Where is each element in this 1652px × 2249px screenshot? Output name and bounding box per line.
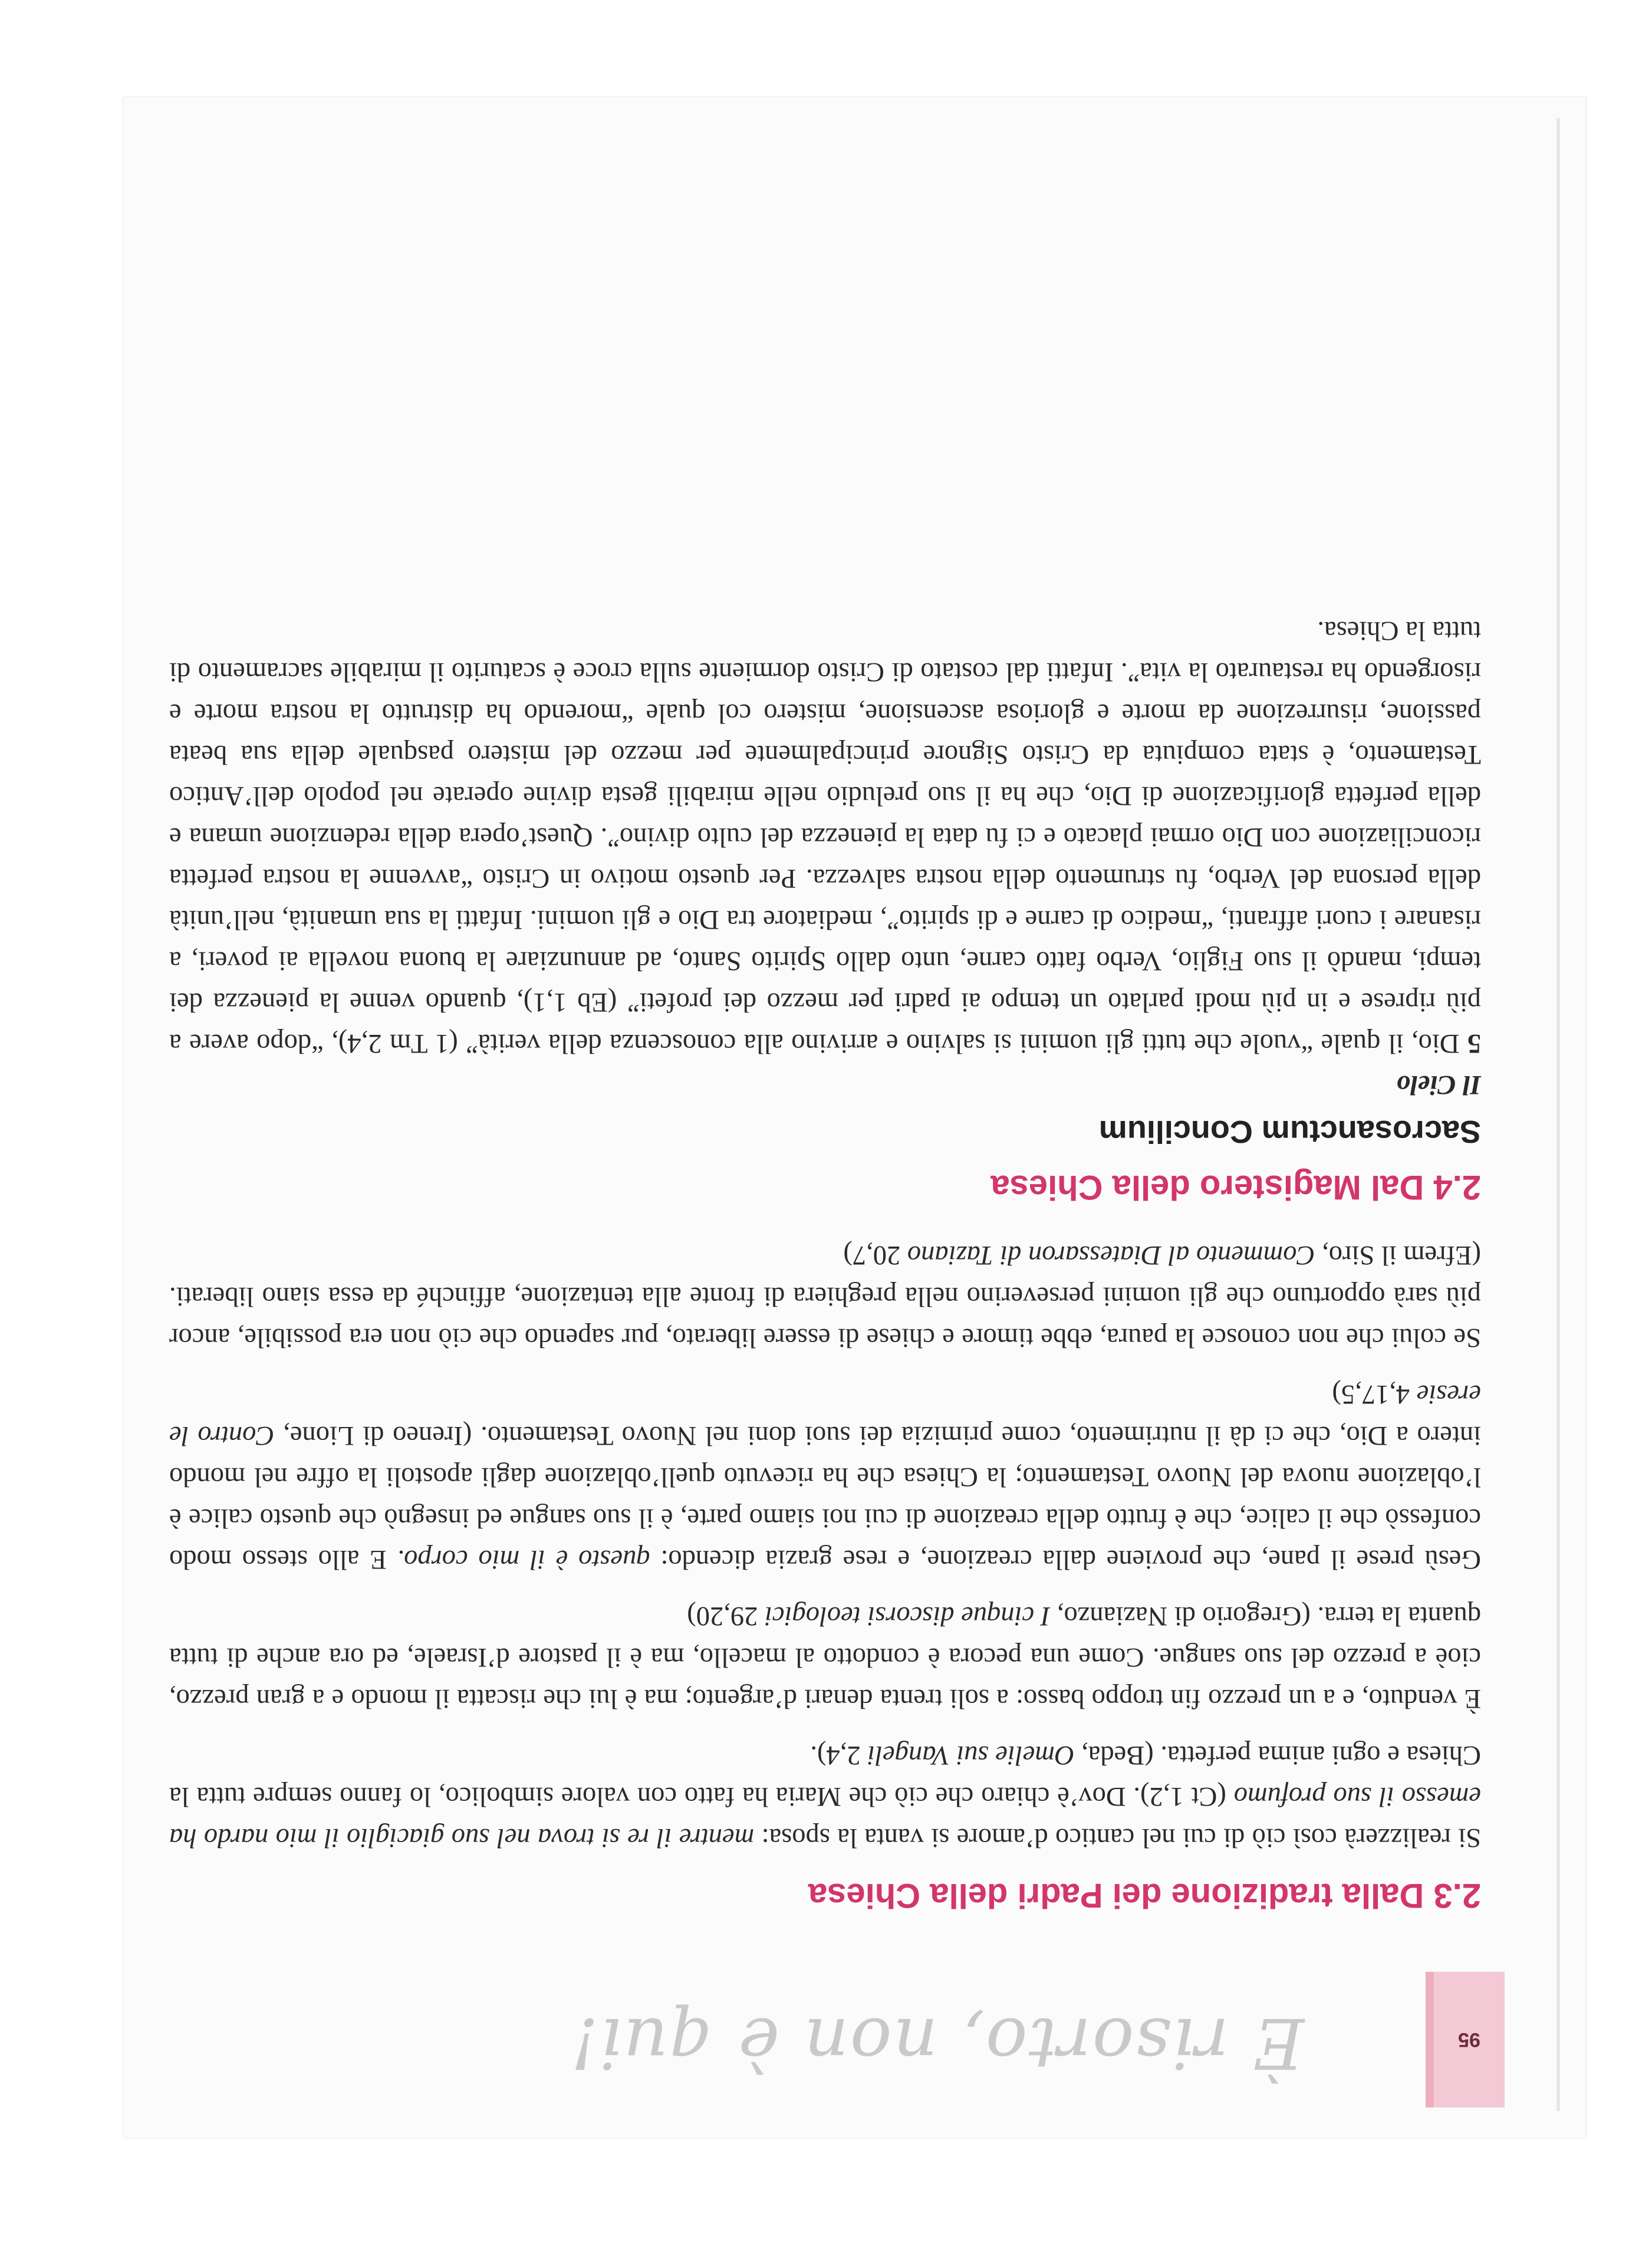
paragraph-number: 5 <box>1467 1028 1481 1058</box>
paragraph-lead: Il Cielo <box>1396 1070 1481 1100</box>
paragraph-gregorio <box>169 1595 1481 1719</box>
text: È venduto, e a un prezzo fin troppo basso: a soli trenta denari d’argento; ma è lui che riscatta il mondo e a gran prezzo, cioè a prezzo del suo sangue. Come una pecora è condotto al macello, ma è il pastore d’Israele, ed ora anche di tutta quanta la terra. (Gregorio di Nazianzo, <box>169 1601 1481 1714</box>
text: 4,17,5) <box>1332 1379 1417 1409</box>
header-title: È risorto, non è qui! <box>570 2003 1304 2084</box>
paragraph-beda <box>169 1734 1481 1858</box>
paragraph-ireneo <box>169 1373 1481 1580</box>
section-heading-2-4: 2.4 Dal Magistero della Chiesa <box>990 1168 1481 1206</box>
document-title: Sacrosanctum Concilium <box>1098 1114 1481 1149</box>
page-content <box>169 594 1481 1942</box>
paragraph-efrem <box>169 1234 1481 1358</box>
text: 2,4). <box>810 1740 868 1770</box>
source-title: Contro le eresie <box>169 1379 1481 1451</box>
text: Se colui che non conosce la paura, ebbe timore e chiese di essere liberato, pur sapendo che ciò non era possibile, ancor più sarà opportuno che gli uomini perseverino nella preghiera di fronte alla tentazione, affinché da essa siano liberati. (Efrem il Siro, <box>169 1240 1481 1353</box>
text: Si realizzerà così ciò di cui nel cantico d’amore si vanta la sposa: <box>754 1823 1481 1853</box>
page-number: 95 <box>1458 2028 1480 2051</box>
page-number-tab <box>1426 1972 1505 2107</box>
quote-italic: questo è il mio corpo. <box>397 1544 650 1574</box>
quote-italic: mentre il re si trova nel suo giaciglio il mio nardo ha emesso il suo profumo <box>169 1781 1481 1853</box>
source-title: Commento al Diatessaron di Taziano <box>907 1240 1315 1270</box>
running-header <box>149 1972 1505 2107</box>
text: 20,7) <box>843 1240 907 1270</box>
section-heading-2-3: 2.3 Dalla tradizione dei Padri della Chiesa <box>808 1876 1481 1915</box>
text: (Ct 1,2). Dov’è chiaro che ciò che Maria ha fatto con valore simbolico, lo fanno sempre tutta la Chiesa e ogni anima perfetta. (Beda, <box>169 1740 1481 1811</box>
paragraph-sc-5 <box>169 610 1481 1105</box>
text: Gesù prese il pane, che proviene dalla creazione, e rese grazia dicendo: <box>650 1544 1481 1574</box>
source-title: Omelie sui Vangeli <box>867 1740 1075 1770</box>
text: E allo stesso modo confessò che il calice, che è frutto della creazione di cui noi siamo parte, è il suo sangue ed insegnò che questo calice è l’oblazione nuova del Nuovo Testamento; la Chiesa che ha ricevuto quell’oblazione dagli apostoli la offre nel mondo intero a Dio, che ci dà il nutrimento, come primizia dei suoi doni nel Nuovo Testamento. (Ireneo di Lione, <box>169 1421 1481 1574</box>
text: 29,20) <box>687 1601 765 1631</box>
source-title: I cinque discorsi teologici <box>764 1601 1051 1631</box>
text: Dio, il quale “vuole che tutti gli uomini si salvino e arrivino alla conoscenza della verità” (1 Tm 2,4), “dopo avere a più riprese e in più modi parlato un tempo ai padri per mezzo dei profeti” (Eb 1,1), quando venne la pienezza dei tempi, mandò il suo Figlio, Verbo fatto carne, unto dallo Spirito Santo, ad annunziare la buona novella ai poveri, a risanare i cuori affranti, “medico di carne e di spirito”, mediatore tra Dio e gli uomini. Infatti la sua umanità, nell’unità della persona del Verbo, fu strumento della nostra salvezza. Per questo motivo in Cristo “avvenne la nostra perfetta riconciliazione con Dio ormai placato e ci fu data la pienezza del culto divino”. Quest’opera della redenzione umana e della perfetta glorificazione di Dio, che ha il suo preludio nelle mirabili gesta divine operate nel popolo dell’Antico Testamento, è stata compiuta da Cristo Signore principalmente per mezzo del mistero pasquale della sua beata passione, risurrezione da morte e gloriosa ascensione, mistero col quale “morendo ha distrutto la nostra morte e risorgendo ha restaurato la vita”. Infatti dal costato di Cristo dormiente sulla croce è scaturito il mirabile sacramento di tutta la Chiesa. <box>169 616 1481 1058</box>
